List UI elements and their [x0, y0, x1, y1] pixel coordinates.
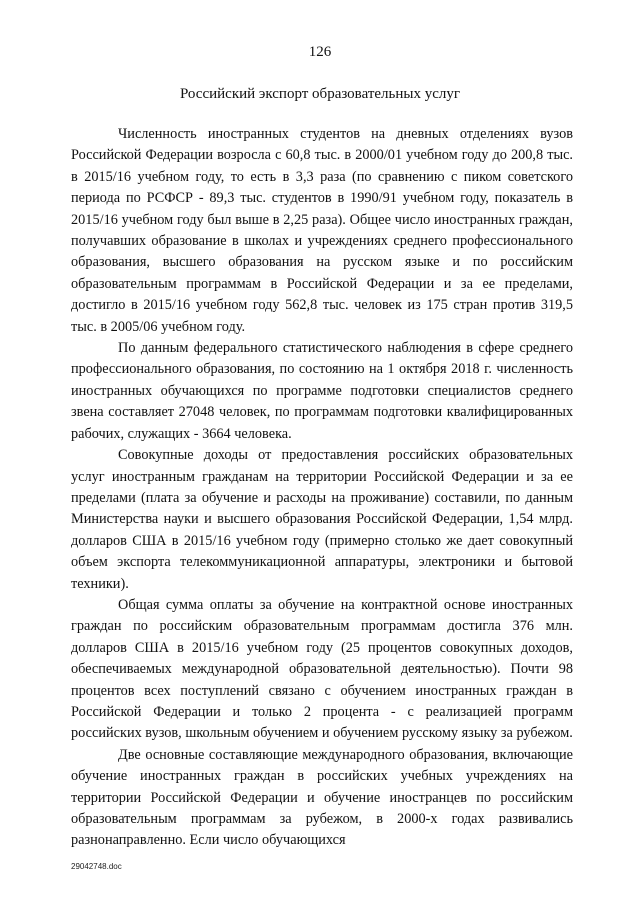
section-title: Российский экспорт образовательных услуг — [179, 86, 461, 102]
footer-filename: 29042748.doc — [71, 862, 122, 871]
paragraph: Численность иностранных студентов на дневных отделениях вузов Российской Федерации возросла с 60,8 тыс. в 2000/01 учебном году до 200,8 тыс. в 2015/16 учебном году, то есть в 3,3 раза (по сравнению с пиком советского периода по РСФСР - 89,3 тыс. студентов в 1990/91 учебном году, показатель в 2015/16 учебном году был выше в 2,25 раза). Общее число иностранных граждан, получавших образование в школах и учреждениях среднего профессионального образования, высшего образования на русском языке и по российским образовательным программам в Российской Федерации и за ее пределами, достигло в 2015/16 учебном году 562,8 тыс. человек из 175 стран против 319,5 тыс. в 2005/06 учебном году. — [71, 126, 573, 335]
paragraph: Две основные составляющие международного образования, включающие обучение иностранных граждан в российских учебных учреждениях на территории Российской Федерации и обучение иностранцев по российским образовательным программам за рубежом, в 2000-х годах развивались разнонаправленно. Если число обучающихся — [71, 746, 573, 849]
page-number: 126 — [308, 44, 332, 60]
paragraph: По данным федерального статистического наблюдения в сфере среднего профессионального образования, по состоянию на 1 октября 2018 г. численность иностранных обучающихся по программе подготовки специалистов среднего звена составляет 27048 человек, по программам подготовки квалифицированных рабочих, служащих - 3664 человека. — [71, 340, 573, 442]
paragraph: Совокупные доходы от предоставления российских образовательных услуг иностранным гражданам на территории Российской Федерации и за ее пределами (плата за обучение и расходы на проживание) составили, по данным Министерства науки и высшего образования Российской Федерации, 1,54 млрд. долларов США в 2015/16 учебном году (примерно столько же дает совокупный объем экспорта телекоммуникационной аппаратуры, электроники и бытовой техники). — [71, 447, 573, 592]
document-body — [71, 124, 573, 852]
paragraph: Общая сумма оплаты за обучение на контрактной основе иностранных граждан по российским образовательным программам достигла 376 млн. долларов США в 2015/16 учебном году (25 процентов совокупных доходов, обеспечиваемых международной образовательной деятельностью). Почти 98 процентов всех поступлений связано с обучением иностранных граждан в Российской Федерации и только 2 процента - с реализацией программ российских вузов, школьным обучением и обучением русскому языку за рубежом. — [71, 596, 573, 742]
